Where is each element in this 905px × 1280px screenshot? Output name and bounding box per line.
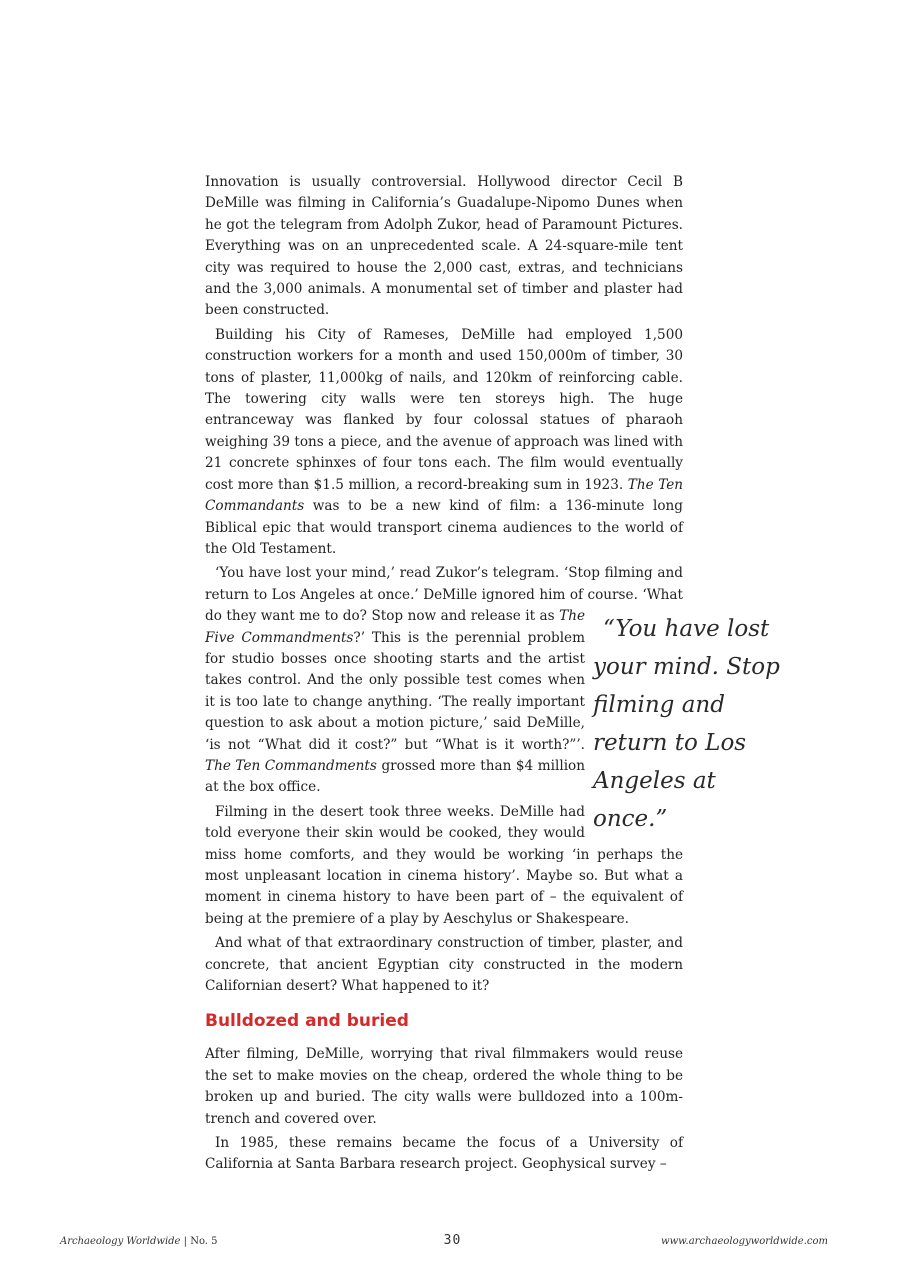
- film-title: The Five Commandments: [205, 608, 585, 646]
- paragraph-2-text-b: was to be a new kind of film: a 136-minute long Biblical epic that would transport cinema audiences to the world of the Old Testament.: [205, 498, 683, 557]
- paragraph-7: In 1985, these remains became the focus of a University of California at Santa Barbara research project. Geophysical survey –: [205, 1135, 683, 1173]
- paragraph-1: Innovation is usually controversial. Hollywood director Cecil B DeMille was filming in California’s Guadalupe-Nipomo Dunes when he got the telegram from Adolph Zukor, head of Paramount Pictures. Everything was on an unprecedented scale. A 24-square-mile tent city was required to house the 2,000 cast, extras, and technicians and the 3,000 animals. A monumental set of timber and plaster had been constructed.: [205, 174, 683, 319]
- paragraph-3-text-c: grossed more than $4 million at the box office.: [205, 757, 585, 796]
- page-number: 30: [443, 1233, 462, 1248]
- film-title: The Ten Commandants: [205, 476, 684, 515]
- paragraph-2: [205, 325, 683, 560]
- paragraph-2-text-a: Building his City of Rameses, DeMille had employed 1,500 construction workers for a month and used 150,000m of timber, 30 tons of plaster, 11,000kg of nails, and 120km of reinforcing cable. The towering city walls were ten storeys high. The huge entranceway was flanked by four colossal statues of pharaoh weighing 39 tons a piece, and the avenue of approach was lined with 21 concrete sphinxes of four tons each. The film would eventually cost more than $1.5 million, a record-breaking sum in 1923.: [205, 326, 683, 493]
- paragraph-4: Filming in the desert took three weeks. DeMille had told everyone their skin would be cooked, they would miss home comforts, and they would be working ‘in perhaps the most unpleasant location in cinema history’. Maybe so. But what a moment in cinema history to have been part of – the equivalent of being at the premiere of a play by Aeschylus or Shakespeare.: [205, 803, 683, 927]
- issue-number: | No. 5: [180, 1236, 218, 1247]
- paragraph-5: And what of that extraordinary construction of timber, plaster, and concrete, that ancient Egyptian city constructed in the modern Californian desert? What happened to it?: [205, 935, 683, 995]
- paragraph-3-text-a: ‘You have lost your mind,’ read Zukor’s telegram. ‘Stop filming and return to Los Angeles at once.’ DeMille ignored him of course. ‘What do they want me to do? Stop now and release it as: [205, 565, 683, 625]
- footer-website: www.archaeologyworldwide.com: [661, 1236, 828, 1247]
- publication-name: Archaeology Worldwide: [60, 1236, 181, 1247]
- article-body: [205, 172, 780, 1179]
- pull-quote: “You have lost your mind. Stop filming and return to Los Angeles at once.”: [593, 616, 780, 833]
- paragraph-3: [205, 563, 780, 833]
- film-title: The Ten Commandments: [205, 757, 377, 774]
- paragraph-3-text-b: ?’ This is the perennial problem for studio bosses once shooting starts and the artist takes control. And the only possible test comes when it is too late to change anything. ‘The really important question to ask about a motion picture,’ said DeMille, ‘is not “What did it cost?” but “What is it worth?”’.: [205, 629, 585, 753]
- paragraph-6: After filming, DeMille, worrying that rival filmmakers would reuse the set to make movies on the cheap, ordered the whole thing to be broken up and buried. The city walls were bulldozed into a 100m-trench and covered over.: [205, 1046, 683, 1127]
- section-subheading: Bulldozed and buried: [205, 1011, 409, 1032]
